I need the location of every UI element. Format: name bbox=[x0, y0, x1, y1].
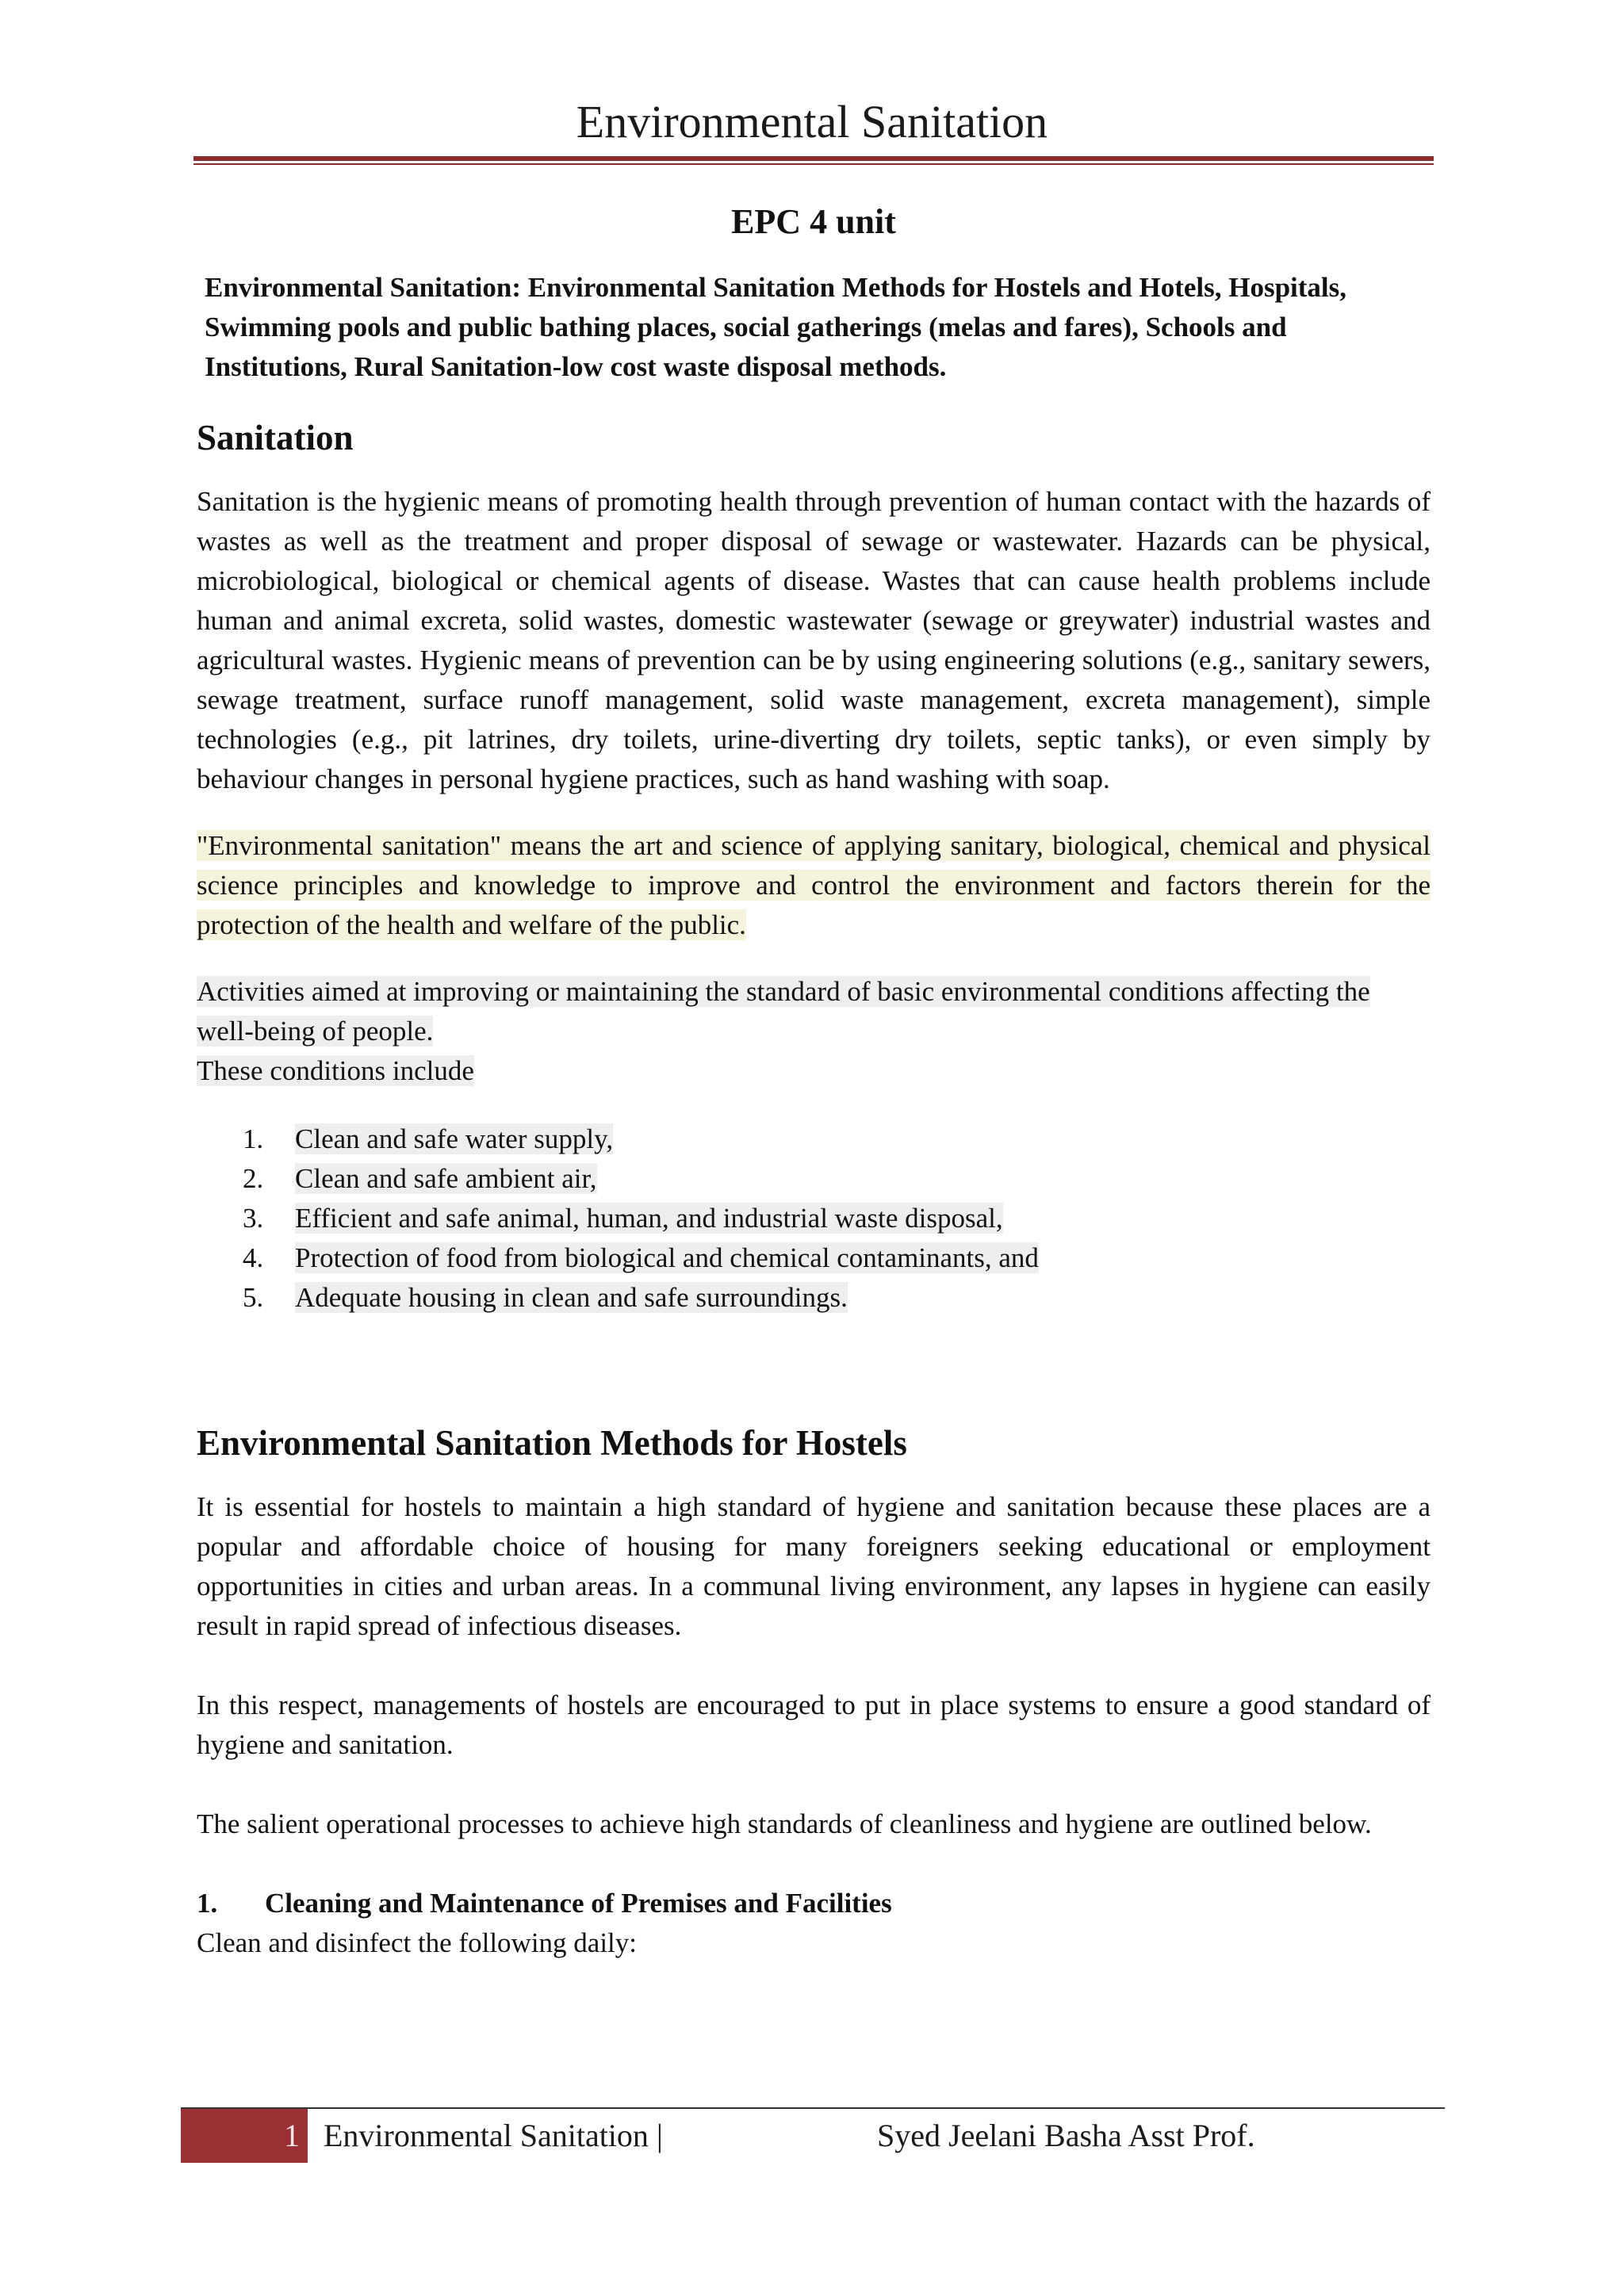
conditions-intro-line2: These conditions include bbox=[197, 1055, 474, 1086]
header-rule-thin bbox=[193, 163, 1434, 165]
list-item-number: 2. bbox=[243, 1163, 264, 1194]
list-item-number: 4. bbox=[243, 1242, 264, 1273]
definition-highlight: "Environmental sanitation" means the art and science of applying sanitary, biological, chemical and physical science principles and knowledge to improve and control the environment and factors therein for the protection of the health and welfare of the public. bbox=[197, 830, 1431, 940]
conditions-list bbox=[197, 1119, 1431, 1318]
list-item-text: Adequate housing in clean and safe surroundings. bbox=[295, 1282, 848, 1313]
environmental-sanitation-definition bbox=[197, 826, 1431, 945]
list-item-text: Efficient and safe animal, human, and industrial waste disposal, bbox=[295, 1203, 1003, 1234]
unit-syllabus-intro: Environmental Sanitation: Environmental Sanitation Methods for Hostels and Hotels, Hospitals, Swimming pools and public bathing places, social gatherings (melas and fares), Schools and Institutions, Rural Sanitation-low cost waste disposal methods. bbox=[205, 272, 1347, 382]
list-item-number: 3. bbox=[243, 1203, 264, 1234]
footer-title: Environmental Sanitation | bbox=[324, 2118, 663, 2153]
subheading-text: Cleaning and Maintenance of Premises and Facilities bbox=[265, 1888, 892, 1919]
hostels-paragraph-1: It is essential for hostels to maintain a high standard of hygiene and sanitation because these places are a popular and affordable choice of housing for many foreigners seeking educational or employment opportunities in cities and urban areas. In a communal living environment, any lapses in hygiene can easily result in rapid spread of infectious diseases. bbox=[197, 1491, 1431, 1641]
hostels-paragraph-3: The salient operational processes to achieve high standards of cleanliness and hygiene are outlined below. bbox=[197, 1808, 1372, 1839]
header-rule-thick bbox=[193, 156, 1434, 161]
section-heading-sanitation: Sanitation bbox=[197, 418, 354, 457]
list-item bbox=[197, 1119, 1431, 1159]
list-item-text: Clean and safe ambient air, bbox=[295, 1163, 597, 1194]
cleaning-intro-line: Clean and disinfect the following daily: bbox=[197, 1927, 638, 1958]
subheading-number: 1. bbox=[197, 1888, 218, 1919]
unit-heading: EPC 4 unit bbox=[731, 202, 896, 241]
page-content bbox=[197, 198, 1431, 1963]
footer-author: Syed Jeelani Basha Asst Prof. bbox=[877, 2118, 1255, 2153]
list-item-number: 1. bbox=[243, 1123, 264, 1154]
sanitation-paragraph: Sanitation is the hygienic means of promoting health through prevention of human contact with the hazards of wastes as well as the treatment and proper disposal of sewage or wastewater. Hazards can be physical, microbiological, biological or chemical agents of disease. Wastes that can cause health problems include human and animal excreta, solid wastes, domestic wastewater (sewage or greywater) industrial wastes and agricultural wastes. Hygienic means of prevention can be by using engineering solutions (e.g., sanitary sewers, sewage treatment, surface runoff management, solid waste management, excreta management), simple technologies (e.g., pit latrines, dry toilets, urine-diverting dry toilets, septic tanks), or even simply by behaviour changes in personal hygiene practices, such as hand washing with soap. bbox=[197, 486, 1431, 794]
section-heading-hostels: Environmental Sanitation Methods for Hostels bbox=[197, 1423, 907, 1463]
subheading-cleaning-maintenance bbox=[197, 1884, 1431, 1923]
list-item bbox=[197, 1278, 1431, 1318]
page-number: 1 bbox=[284, 2118, 300, 2153]
list-item bbox=[197, 1159, 1431, 1199]
hostels-paragraph-2: In this respect, managements of hostels are encouraged to put in place systems to ensure a good standard of hygiene and sanitation. bbox=[197, 1689, 1431, 1760]
list-item bbox=[197, 1199, 1431, 1238]
conditions-intro-line1: Activities aimed at improving or maintaining the standard of basic environmental conditions affecting the well-being of people. bbox=[197, 976, 1370, 1047]
conditions-intro bbox=[197, 972, 1431, 1091]
list-item-number: 5. bbox=[243, 1282, 264, 1313]
running-header-title: Environmental Sanitation bbox=[576, 96, 1048, 147]
list-item-text: Protection of food from biological and chemical contaminants, and bbox=[295, 1242, 1039, 1273]
list-item bbox=[197, 1238, 1431, 1278]
list-item-text: Clean and safe water supply, bbox=[295, 1123, 614, 1154]
